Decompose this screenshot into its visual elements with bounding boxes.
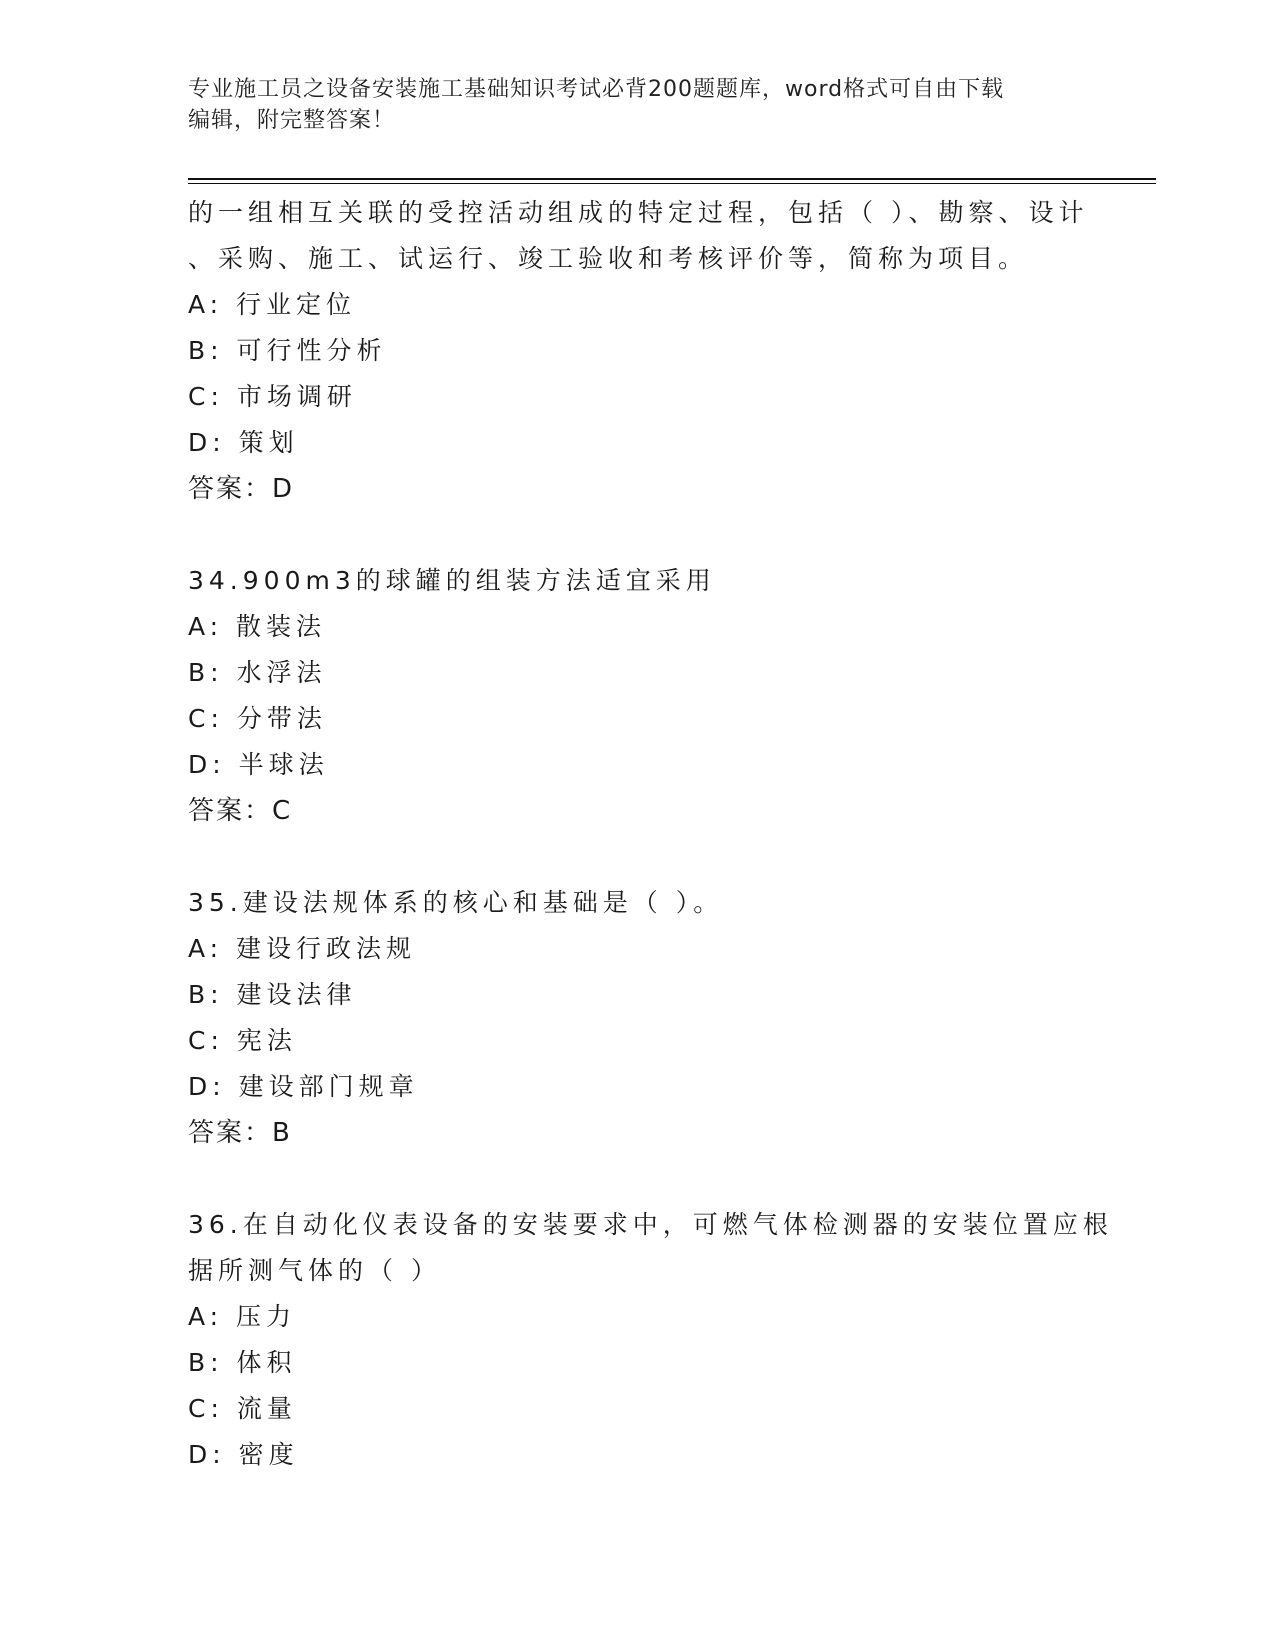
question-stem-line: 的一组相互关联的受控活动组成的特定过程，包括（ ）、勘察、设计 xyxy=(188,198,1089,227)
question-stem-line: 据所测气体的（ ） xyxy=(188,1256,441,1285)
option-a: A: 行业定位 xyxy=(188,290,357,319)
option-d: D: 半球法 xyxy=(188,750,329,779)
answer-label: 答案：C xyxy=(188,796,293,826)
question-stem-line: 34.900m3的球罐的组装方法适宜采用 xyxy=(188,566,716,595)
option-a: A: 压力 xyxy=(188,1302,297,1331)
option-b: B: 体积 xyxy=(188,1348,297,1377)
question-list xyxy=(188,190,1113,1478)
spacer xyxy=(188,1156,1088,1202)
question-stem-line: 36.在自动化仪表设备的安装要求中，可燃气体检测器的安装位置应根 xyxy=(188,1210,1113,1239)
question-stem-line: 35.建设法规体系的核心和基础是（ ）。 xyxy=(188,888,724,917)
answer-label: 答案：D xyxy=(188,474,295,504)
option-c: C: 市场调研 xyxy=(188,382,357,411)
option-a: A: 建设行政法规 xyxy=(188,934,417,963)
option-d: D: 策划 xyxy=(188,428,299,457)
option-b: B: 可行性分析 xyxy=(188,336,387,365)
question-block xyxy=(188,558,1088,834)
spacer xyxy=(188,512,1088,558)
question-block xyxy=(188,190,1088,512)
option-a: A: 散装法 xyxy=(188,612,327,641)
header-divider xyxy=(188,178,1156,184)
header-line-1: 专业施工员之设备安装施工基础知识考试必背200题题库，word格式可自由下载 xyxy=(188,77,1005,102)
option-d: D: 建设部门规章 xyxy=(188,1072,419,1101)
document-header xyxy=(188,74,1088,136)
option-c: C: 宪法 xyxy=(188,1026,297,1055)
question-stem-line: 、采购、施工、试运行、竣工验收和考核评价等，简称为项目。 xyxy=(188,244,1029,273)
spacer xyxy=(188,834,1088,880)
header-line-2: 编辑，附完整答案！ xyxy=(188,108,396,133)
question-block xyxy=(188,1202,1113,1478)
option-c: C: 流量 xyxy=(188,1394,297,1423)
option-b: B: 水浮法 xyxy=(188,658,327,687)
question-block xyxy=(188,880,1088,1156)
answer-label: 答案：B xyxy=(188,1118,292,1148)
option-b: B: 建设法律 xyxy=(188,980,357,1009)
option-d: D: 密度 xyxy=(188,1440,299,1469)
option-c: C: 分带法 xyxy=(188,704,327,733)
